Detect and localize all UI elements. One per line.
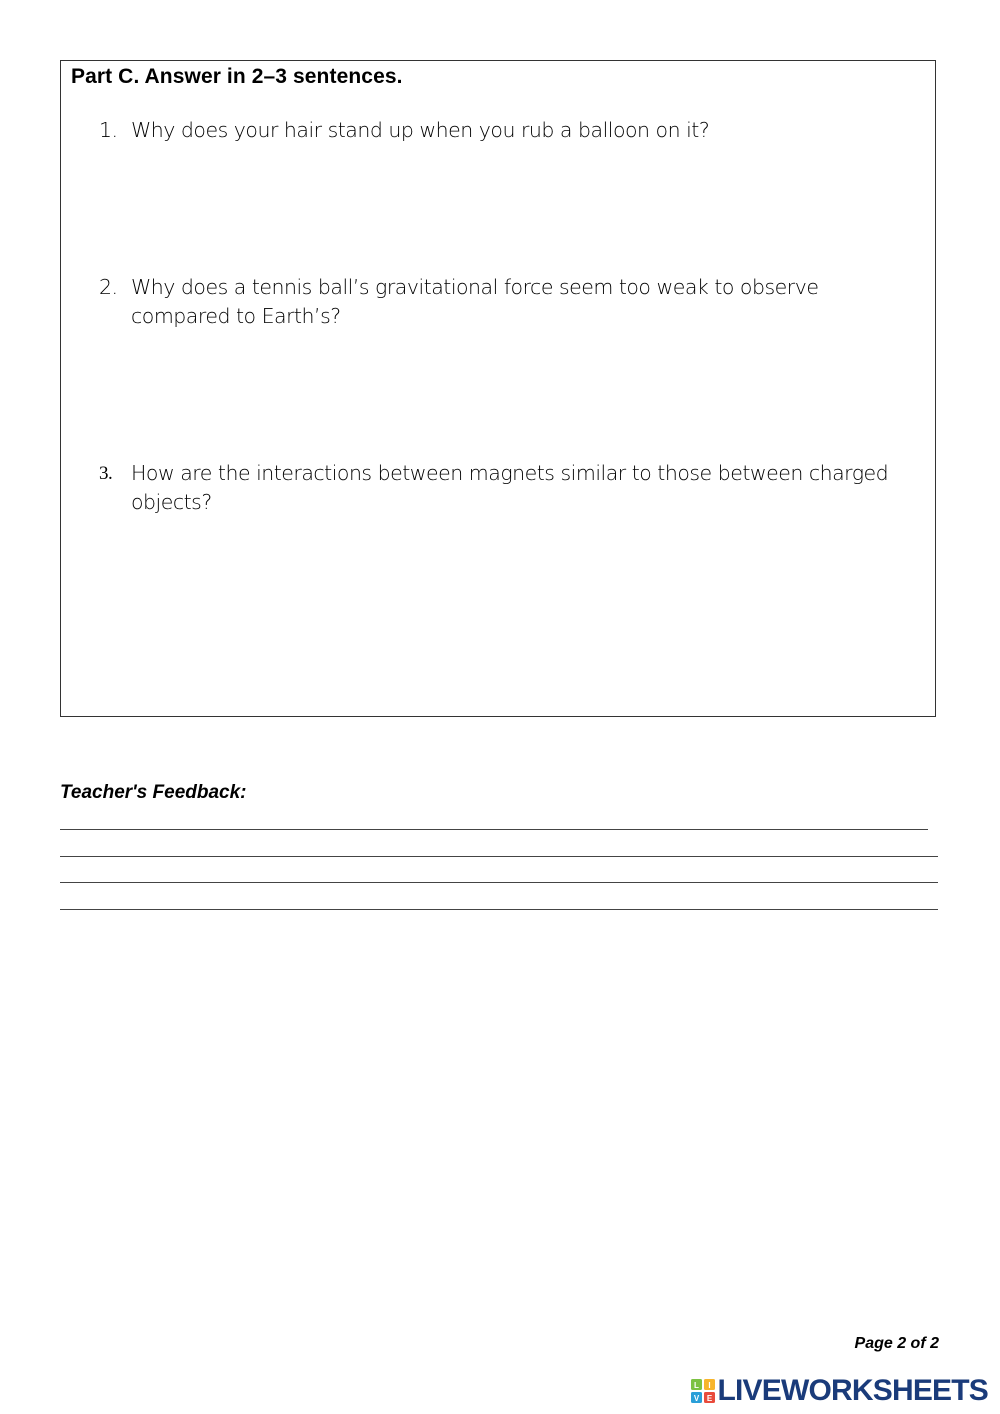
feedback-line: [60, 882, 938, 883]
question-1-number: 1.: [99, 118, 118, 142]
question-3-text: How are the interactions between magnets similar to those between charged objects?: [131, 461, 889, 514]
feedback-line: [60, 909, 938, 910]
teacher-feedback-label: Teacher's Feedback:: [60, 782, 247, 803]
svg-text:I: I: [707, 1381, 711, 1390]
feedback-line: [60, 856, 938, 857]
liveworksheets-brand-text: LIVEWORKSHEETS: [717, 1374, 988, 1407]
page-number: Page 2 of 2: [854, 1335, 939, 1352]
question-2-text: Why does a tennis ball’s gravitational force seem too weak to observe compared to Earth’s?: [131, 275, 819, 328]
question-1: [99, 116, 919, 145]
part-c-box: [60, 60, 936, 717]
question-2-number: 2.: [99, 275, 118, 299]
part-c-title: Part C. Answer in 2–3 sentences.: [71, 65, 403, 88]
question-1-text: Why does your hair stand up when you rub a balloon on it?: [131, 118, 710, 142]
svg-text:L: L: [693, 1381, 699, 1390]
liveworksheets-logo-icon: [691, 1379, 715, 1403]
liveworksheets-brand: [691, 1374, 989, 1408]
question-3-number: 3.: [99, 463, 113, 484]
feedback-line: [60, 829, 928, 830]
question-2: [99, 273, 919, 331]
svg-text:V: V: [693, 1394, 699, 1403]
question-3: [99, 459, 919, 517]
svg-text:E: E: [706, 1394, 712, 1403]
